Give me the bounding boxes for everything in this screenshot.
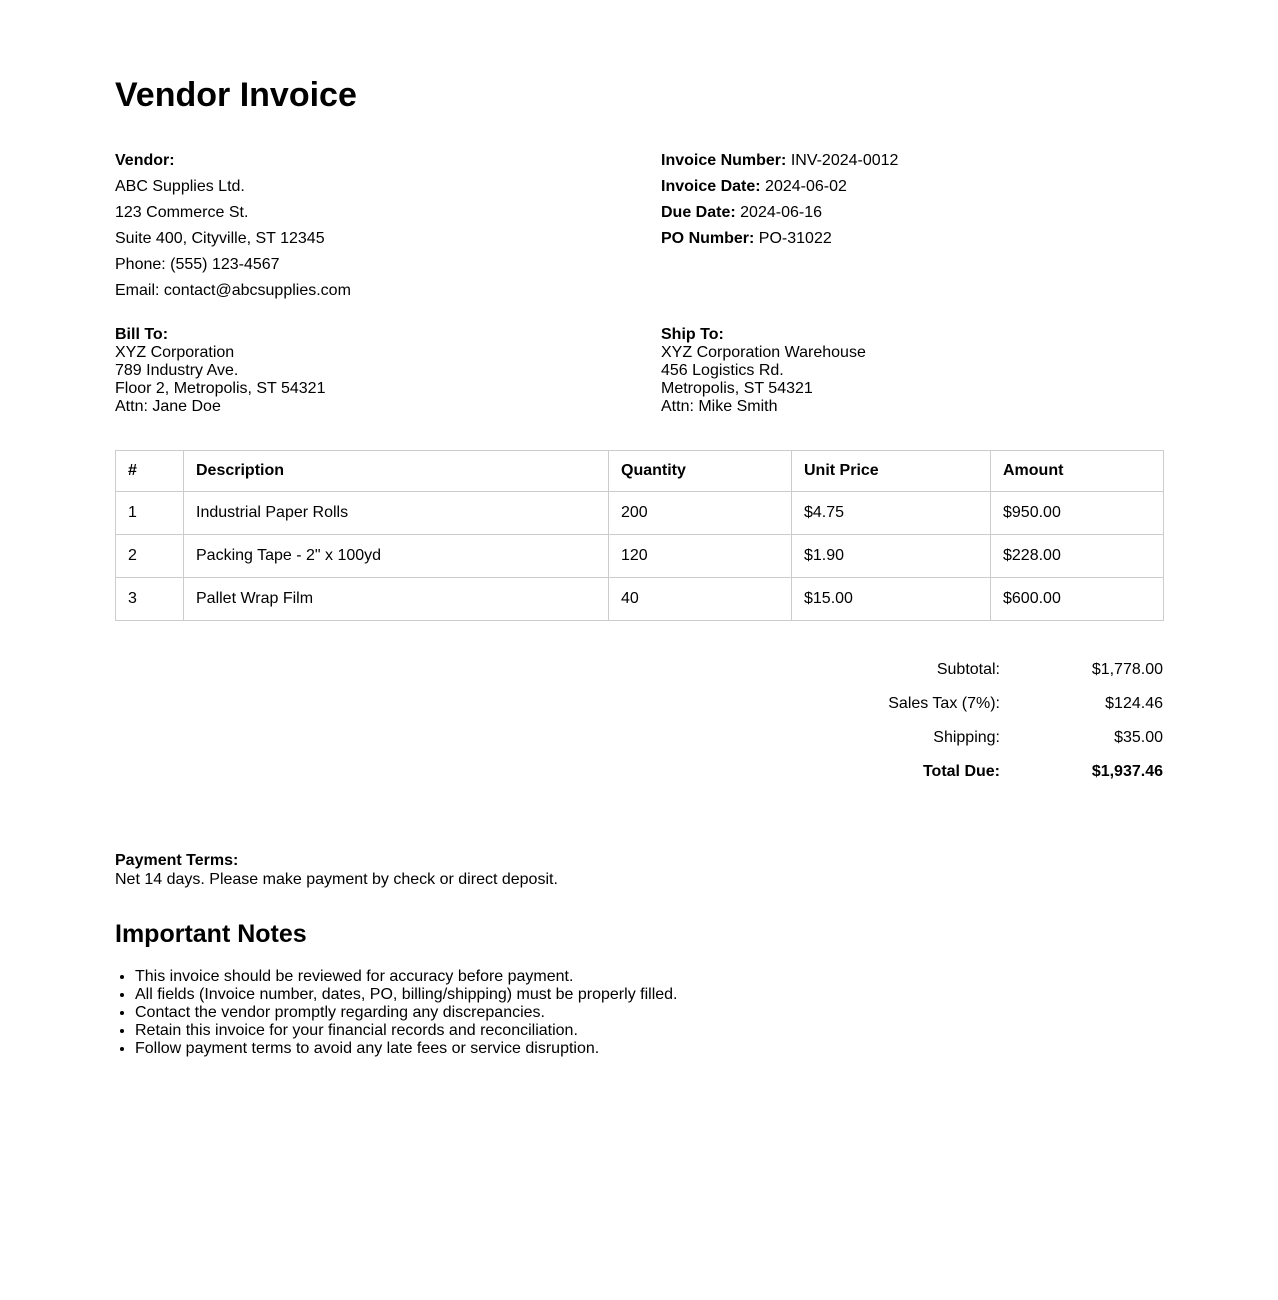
column-header-quantity: Quantity [609,451,792,492]
totals-section [115,653,1163,789]
po-number-label: PO Number: [661,230,755,247]
invoice-number-label: Invoice Number: [661,152,787,169]
invoice-number-value: INV-2024-0012 [790,152,899,169]
subtotal-label: Subtotal: [936,661,1000,678]
note-item: • Follow payment terms to avoid any late fees or service disruption. [135,1040,1163,1058]
invoice-meta-section [661,148,1163,304]
line-items-table [115,450,1164,621]
vendor-name: ABC Supplies Ltd. [115,178,245,195]
bill-to-attn: Attn: Jane Doe [115,398,221,415]
cell-quantity: 120 [609,535,792,578]
shipping-value: $35.00 [1114,729,1163,746]
cell-amount: $950.00 [991,492,1164,535]
invoice-date-row [661,174,1163,200]
notes-list [115,968,1163,1058]
invoice-date-label: Invoice Date: [661,178,761,195]
shipping-label: Shipping: [933,729,1000,746]
vendor-heading: Vendor: [115,152,175,169]
note-item: • All fields (Invoice number, dates, PO, billing/shipping) must be properly filled. [135,986,1163,1004]
cell-number: 3 [116,578,184,621]
cell-number: 1 [116,492,184,535]
cell-description: Pallet Wrap Film [184,578,609,621]
invoice-date-value: 2024-06-02 [765,178,847,195]
ship-to-city: Metropolis, ST 54321 [661,380,813,397]
sales-tax-value: $124.46 [1105,695,1163,712]
note-item: • This invoice should be reviewed for accuracy before payment. [135,968,1163,986]
subtotal-row [115,653,1163,687]
cell-description: Packing Tape - 2" x 100yd [184,535,609,578]
total-due-row [115,755,1163,789]
due-date-value: 2024-06-16 [740,204,822,221]
po-number-value: PO-31022 [758,230,832,247]
cell-description: Industrial Paper Rolls [184,492,609,535]
table-row [116,492,1164,535]
cell-amount: $228.00 [991,535,1164,578]
vendor-section [115,148,661,304]
total-due-label: Total Due: [922,763,1000,780]
vendor-email: Email: contact@abcsupplies.com [115,282,351,299]
cell-quantity: 200 [609,492,792,535]
table-row [116,578,1164,621]
page-title: Vendor Invoice [115,76,357,114]
ship-to-name: XYZ Corporation Warehouse [661,344,866,361]
total-due-value: $1,937.46 [1091,763,1163,780]
due-date-label: Due Date: [661,204,736,221]
bill-to-section [115,326,661,416]
vendor-phone: Phone: (555) 123-4567 [115,256,280,273]
table-row [116,535,1164,578]
due-date-row [661,200,1163,226]
column-header-amount: Amount [991,451,1164,492]
cell-amount: $600.00 [991,578,1164,621]
payment-terms-section [115,851,1163,889]
column-header-unit-price: Unit Price [792,451,991,492]
payment-terms-heading: Payment Terms: [115,852,239,869]
column-header-description: Description [184,451,609,492]
column-header-number: # [116,451,184,492]
cell-unit-price: $4.75 [792,492,991,535]
cell-unit-price: $1.90 [792,535,991,578]
shipping-row [115,721,1163,755]
bill-ship-row [115,326,1163,416]
vendor-city: Suite 400, Cityville, ST 12345 [115,230,325,247]
vendor-street: 123 Commerce St. [115,204,249,221]
important-notes-heading: Important Notes [115,920,307,948]
table-header-row [116,451,1164,492]
po-number-row [661,226,1163,252]
note-item: • Contact the vendor promptly regarding any discrepancies. [135,1004,1163,1022]
sales-tax-row [115,687,1163,721]
ship-to-attn: Attn: Mike Smith [661,398,778,415]
bill-to-city: Floor 2, Metropolis, ST 54321 [115,380,326,397]
bill-to-name: XYZ Corporation [115,344,235,361]
sales-tax-label: Sales Tax (7%): [888,695,1000,712]
cell-number: 2 [116,535,184,578]
bill-to-heading: Bill To: [115,326,169,343]
cell-unit-price: $15.00 [792,578,991,621]
bill-to-street: 789 Industry Ave. [115,362,239,379]
invoice-number-row [661,148,1163,174]
ship-to-heading: Ship To: [661,326,724,343]
payment-terms-text: Net 14 days. Please make payment by check or direct deposit. [115,871,558,888]
cell-quantity: 40 [609,578,792,621]
note-item: • Retain this invoice for your financial records and reconciliation. [135,1022,1163,1040]
ship-to-section [661,326,1163,416]
vendor-meta-row [115,148,1163,304]
subtotal-value: $1,778.00 [1091,661,1163,678]
ship-to-street: 456 Logistics Rd. [661,362,784,379]
